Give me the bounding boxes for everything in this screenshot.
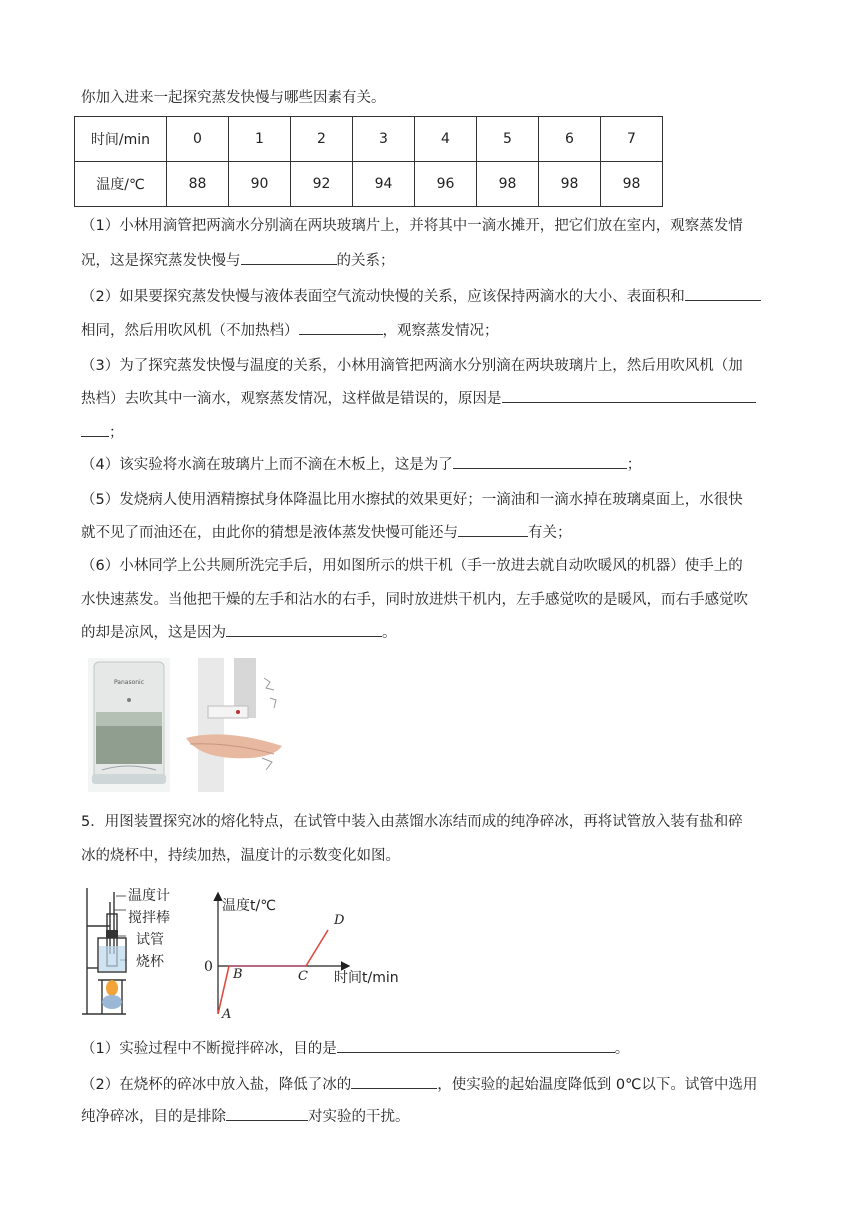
answer-blank[interactable] [502,388,756,403]
table-cell: 4 [415,117,477,162]
answer-blank[interactable] [299,320,383,335]
table-cell: 2 [291,117,353,162]
row-header: 温度/℃ [75,162,167,207]
answer-blank[interactable] [453,454,627,469]
label-thermometer: 温度计 [128,888,170,904]
table-cell: 6 [539,117,601,162]
table-row [75,162,663,207]
burner-icon [102,995,122,1009]
p5q2-text: （2）在烧杯的碎冰中放入盐，降低了冰的 [81,1077,352,1093]
q1-text: 的关系； [336,253,395,269]
point-label-B: B [233,967,243,982]
row-header: 时间/min [75,117,167,162]
origin-label: 0 [204,959,213,975]
answer-blank[interactable] [226,1106,308,1121]
q5-line2 [81,522,572,543]
x-axis-label: 时间t/min [334,970,399,986]
q2-line1 [81,286,761,307]
q6-line2: 水快速蒸发。当他把干燥的左手和沾水的右手，同时放进烘干机内，左手感觉吹的是暖风，而右手感觉吹 [81,592,748,608]
q3-line1: （3）为了探究蒸发快慢与温度的关系，小林用滴管把两滴水分别滴在两块玻璃片上，然后用吹风机（加 [81,358,743,374]
table-cell: 96 [415,162,477,207]
melting-chart [198,886,408,1018]
p5q1-line1 [81,1038,629,1059]
p5q2-line2 [81,1106,410,1127]
p5q2-text: 纯净碎冰，目的是排除 [81,1109,226,1125]
flame-icon [106,980,118,996]
p5-line2: 冰的烧杯中，持续加热，温度计的示数变化如图。 [81,848,400,864]
table-row [75,117,663,162]
table-cell: 98 [539,162,601,207]
q1-text: 况，这是探究蒸发快慢与 [81,253,241,269]
table-cell: 98 [477,162,539,207]
brand-label: Panasonic [113,679,145,686]
table-cell: 1 [229,117,291,162]
answer-blank[interactable] [241,250,337,265]
hands-under-dryer-photo [178,658,292,792]
point-label-C: C [298,969,308,984]
table-cell: 3 [353,117,415,162]
q4-line1 [81,454,641,475]
hands-illustration [178,658,292,792]
q2-line2 [81,320,499,341]
answer-blank[interactable] [685,286,761,301]
intro-text: 你加入进来一起探究蒸发快慢与哪些因素有关。 [81,90,386,106]
hand-dryer-photo [88,658,170,792]
q5-text: 有关； [528,525,572,541]
q4-text: ； [626,457,642,473]
p5q1-text: 。 [614,1041,630,1057]
q1-line1: （1）小林用滴管把两滴水分别滴在两块玻璃片上，并将其中一滴水摊开，把它们放在室内，观察蒸发情 [81,218,743,234]
answer-blank[interactable] [337,1038,615,1053]
p5q1-text: （1）实验过程中不断搅拌碎冰，目的是 [81,1041,337,1057]
q4-text: （4）该实验将水滴在玻璃片上而不滴在木板上，这是为了 [81,457,453,473]
point-label-A: A [222,1007,232,1018]
hand-dryer-illustration [88,658,170,792]
q6-text: 。 [382,625,397,641]
q3-text: ； [109,425,124,441]
table-cell: 7 [601,117,663,162]
answer-blank[interactable] [81,422,109,437]
y-axis-label: 温度t/℃ [222,898,276,914]
q2-text: 相同，然后用吹风机（不加热档） [81,323,299,339]
q6-text: 的却是凉风，这是因为 [81,625,226,641]
p5q2-text: ，使实验的起始温度降低到 0℃以下。试管中选用 [437,1077,758,1093]
label-stirrer: 搅拌棒 [128,910,170,926]
q2-text: ，观察蒸发情况； [382,323,499,339]
q5-text: 就不见了而油还在，由此你的猜想是液体蒸发快慢可能还与 [81,525,458,541]
temperature-table [74,116,663,207]
table-cell: 94 [353,162,415,207]
q3-line3 [81,422,124,443]
label-beaker: 烧杯 [136,954,164,970]
q3-line2 [81,388,756,409]
label-test-tube: 试管 [136,932,164,948]
q2-text: （2）如果要探究蒸发快慢与液体表面空气流动快慢的关系，应该保持两滴水的大小、表面积和 [81,289,685,305]
table-cell: 90 [229,162,291,207]
q6-line3 [81,622,397,643]
answer-blank[interactable] [458,522,528,537]
p5q2-text: 对实验的干扰。 [308,1109,410,1125]
curve-segment-CD [306,930,328,966]
point-label-D: D [334,913,345,928]
apparatus-diagram [80,884,180,1018]
q5-line1: （5）发烧病人使用酒精擦拭身体降温比用水擦拭的效果更好；一滴油和一滴水掉在玻璃桌面上，水很快 [81,492,743,508]
answer-blank[interactable] [226,622,382,637]
table-cell: 88 [167,162,229,207]
table-cell: 92 [291,162,353,207]
table-cell: 5 [477,117,539,162]
q1-line2 [81,250,395,271]
p5q2-line1 [81,1074,757,1095]
q6-line1: （6）小林同学上公共厕所洗完手后，用如图所示的烘干机（手一放进去就自动吹暖风的机器）使手上的 [81,558,743,574]
p5-line1: 5．用图装置探究冰的熔化特点，在试管中装入由蒸馏水冻结而成的纯净碎冰，再将试管放入装有盐和碎 [81,814,743,830]
table-cell: 98 [601,162,663,207]
answer-blank[interactable] [351,1074,437,1089]
table-cell: 0 [167,117,229,162]
q3-text: 热档）去吹其中一滴水，观察蒸发情况，这样做是错误的，原因是 [81,391,502,407]
